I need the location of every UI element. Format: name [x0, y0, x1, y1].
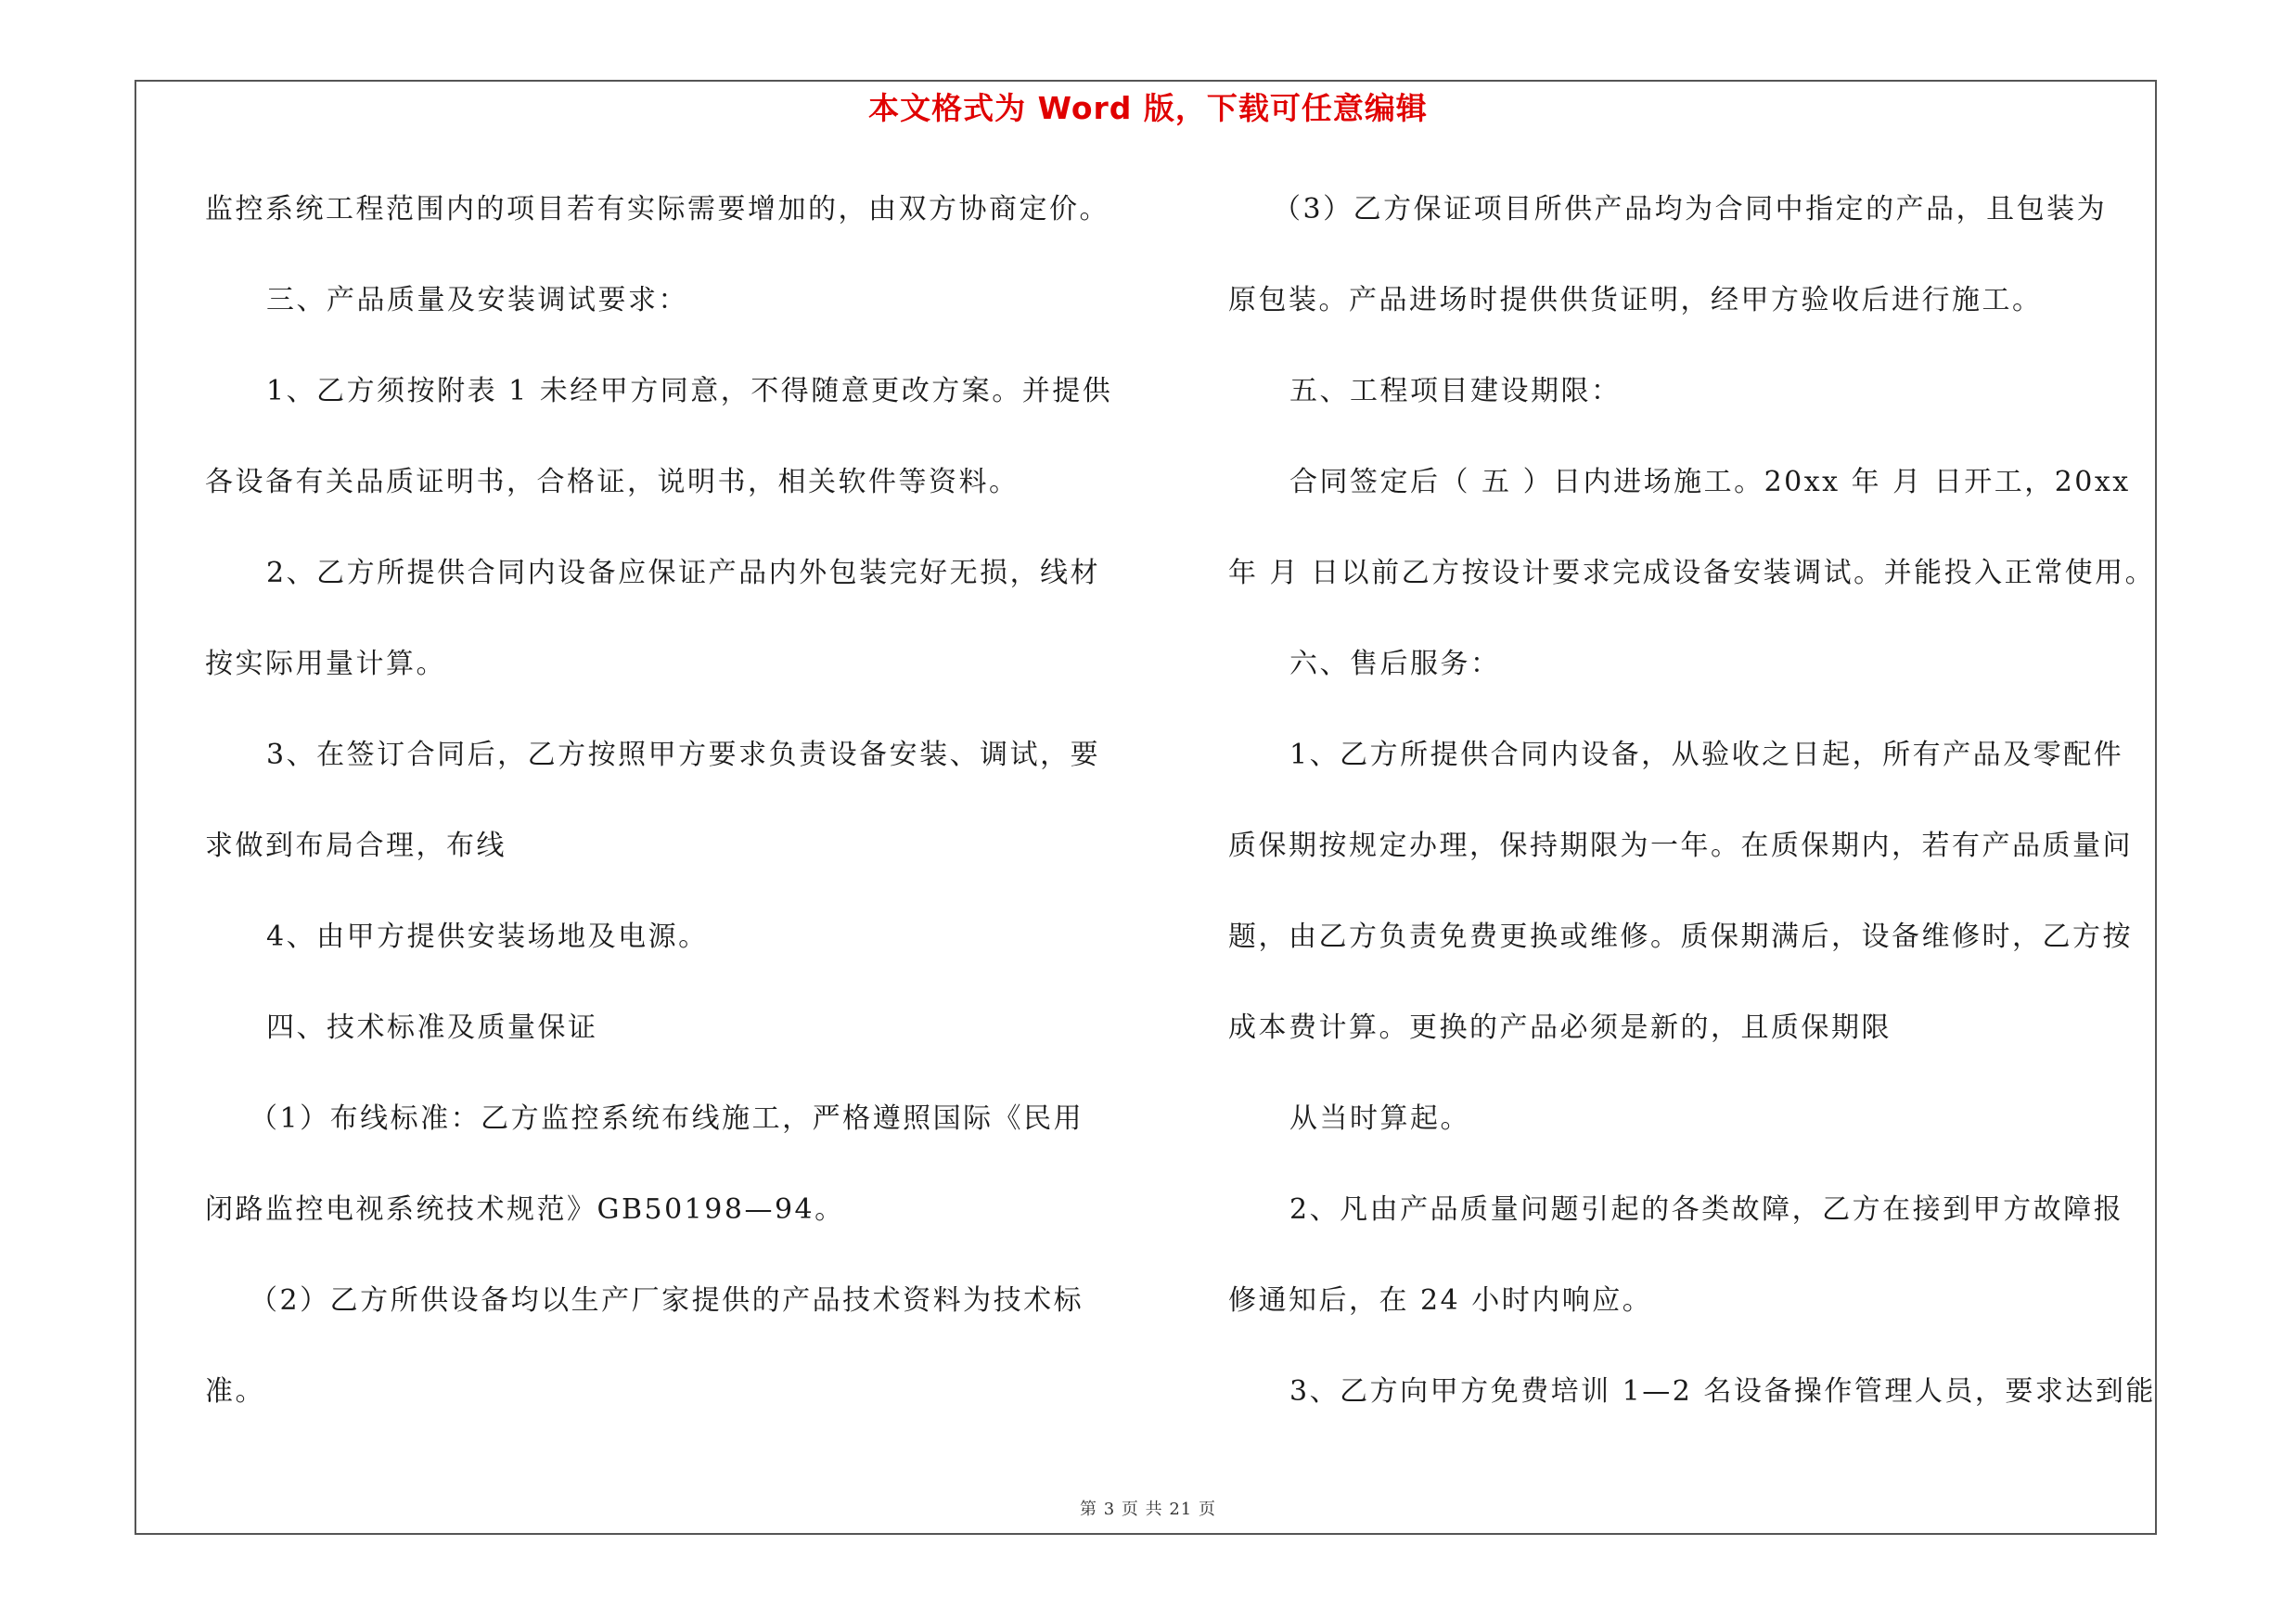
paragraph-line: 准。: [205, 1375, 265, 1408]
paragraph-line: 修通知后，在 24 小时内响应。: [1228, 1284, 1653, 1317]
paragraph-line: 按实际用量计算。: [205, 648, 446, 680]
left-column: [205, 182, 1133, 1455]
paragraph-line: 三、产品质量及安装调试要求：: [266, 284, 688, 316]
paragraph-line: （1）布线标准：乙方监控系统布线施工，严格遵照国际《民用: [250, 1102, 1084, 1135]
paragraph-line: （3）乙方保证项目所供产品均为合同中指定的产品，且包装为: [1273, 193, 2108, 225]
paragraph-line: 从当时算起。: [1289, 1102, 1470, 1135]
paragraph-line: 各设备有关品质证明书，合格证，说明书，相关软件等资料。: [205, 466, 1020, 498]
page-number-footer: 第 3 页 共 21 页: [1080, 1500, 1216, 1519]
paragraph-line: 六、售后服务：: [1289, 648, 1501, 680]
paragraph-line: 年 月 日以前乙方按设计要求完成设备安装调试。并能投入正常使用。: [1228, 557, 2156, 589]
paragraph-line: 合同签定后（ 五 ）日内进场施工。20xx 年 月 日开工，20xx: [1289, 466, 2131, 498]
paragraph-line: 3、乙方向甲方免费培训 1—2 名设备操作管理人员，要求达到能: [1289, 1375, 2156, 1408]
paragraph-line: 2、乙方所提供合同内设备应保证产品内外包装完好无损，线材: [266, 557, 1101, 589]
paragraph-line: 监控系统工程范围内的项目若有实际需要增加的，由双方协商定价。: [205, 193, 1110, 225]
paragraph-line: 1、乙方所提供合同内设备，从验收之日起，所有产品及零配件: [1289, 739, 2124, 771]
paragraph-line: （2）乙方所供设备均以生产厂家提供的产品技术资料为技术标: [250, 1284, 1084, 1317]
paragraph-line: 成本费计算。更换的产品必须是新的，且质保期限: [1228, 1011, 1892, 1044]
paragraph-line: 质保期按规定办理，保持期限为一年。在质保期内，若有产品质量问: [1228, 830, 2133, 862]
paragraph-line: 2、凡由产品质量问题引起的各类故障，乙方在接到甲方故障报: [1289, 1193, 2124, 1226]
paragraph-line: 题，由乙方负责免费更换或维修。质保期满后，设备维修时，乙方按: [1228, 921, 2133, 953]
paragraph-line: 四、技术标准及质量保证: [266, 1011, 598, 1044]
paragraph-line: 4、由甲方提供安装场地及电源。: [266, 921, 709, 953]
right-column: [1228, 182, 2156, 1455]
paragraph-line: 3、在签订合同后，乙方按照甲方要求负责设备安装、调试，要: [266, 739, 1101, 771]
paragraph-line: 五、工程项目建设期限：: [1289, 375, 1622, 407]
paragraph-line: 1、乙方须按附表 1 未经甲方同意，不得随意更改方案。并提供: [266, 375, 1113, 407]
format-notice-banner: 本文格式为 Word 版，下载可任意编辑: [868, 90, 1428, 126]
paragraph-line: 原包装。产品进场时提供供货证明，经甲方验收后进行施工。: [1228, 284, 2043, 316]
paragraph-line: 求做到布局合理，布线: [205, 830, 507, 862]
paragraph-line: 闭路监控电视系统技术规范》GB50198—94。: [205, 1193, 845, 1226]
